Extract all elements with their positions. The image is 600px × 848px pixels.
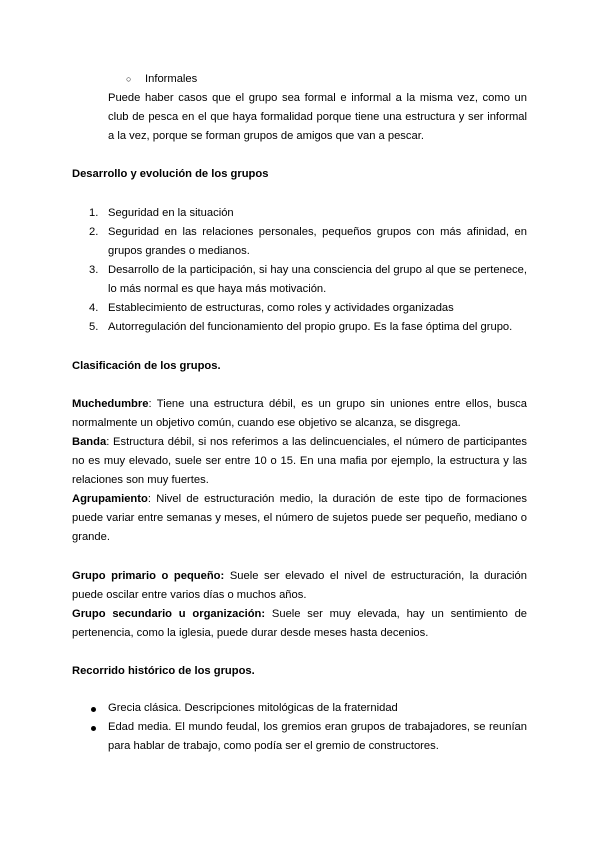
classification-entry-secundario (72, 605, 527, 643)
classification-entry-agrupamiento (72, 490, 527, 547)
list-item-text: Autorregulación del funcionamiento del propio grupo. Es la fase óptima del grupo. (108, 321, 513, 333)
history-list (72, 699, 527, 756)
list-item-text: Seguridad en la situación (108, 207, 234, 219)
list-item-text: Edad media. El mundo feudal, los gremios eran grupos de trabajadores, se reunían para hablar de trabajo, como podía ser el gremio de constructores. (108, 721, 527, 752)
list-item-text: Seguridad en las relaciones personales, pequeños grupos con más afinidad, en grupos grandes o medianos. (108, 226, 527, 257)
hollow-circle-bullet-icon: ○ (126, 74, 132, 84)
list-item (72, 204, 527, 223)
classification-heading: Clasificación de los grupos. (72, 360, 221, 372)
classification-entries (72, 395, 527, 547)
entry-term: Muchedumbre (72, 398, 149, 410)
history-heading: Recorrido histórico de los grupos. (72, 665, 255, 677)
entry-term: Grupo primario o pequeño: (72, 570, 225, 582)
classification-entries-2 (72, 567, 527, 643)
list-item-text: Establecimiento de estructuras, como roles y actividades organizadas (108, 302, 454, 314)
entry-term: Agrupamiento (72, 493, 148, 505)
list-number: 5. (89, 321, 99, 333)
entry-separator: : (106, 436, 110, 448)
entry-text: Tiene una estructura débil, es un grupo sin uniones entre ellos, busca normalmente un objetivo común, cuando ese objetivo se alcanza, se disgrega. (72, 398, 527, 429)
entry-separator: : (148, 398, 152, 410)
development-heading: Desarrollo y evolución de los grupos (72, 168, 269, 180)
entry-text: Estructura débil, si nos referimos a las delincuenciales, el número de participantes no es muy elevado, suele ser entre 10 o 15. En una mafia por ejemplo, la estructura y las relaciones son muy fuertes. (72, 436, 527, 486)
list-item (72, 261, 527, 299)
entry-text: Suele ser muy elevada, hay un sentimiento de pertenencia, como la iglesia, puede durar desde meses hasta decenios. (72, 608, 528, 639)
list-item (72, 223, 527, 261)
bullet-dot-icon (91, 707, 96, 712)
intro-paragraph: Puede haber casos que el grupo sea formal e informal a la misma vez, como un club de pesca en el que haya formalidad porque tiene una estructura y ser informal a la vez, porque se forman grupos de amigos que van a pescar. (108, 92, 527, 142)
list-item (72, 318, 527, 337)
entry-text: Nivel de estructuración medio, la duración de este tipo de formaciones puede variar entre semanas y meses, el número de sujetos puede ser pequeño, mediano o grande. (72, 493, 527, 543)
list-item (72, 718, 527, 756)
list-item (72, 299, 527, 318)
bullet-dot-icon (91, 726, 96, 731)
entry-term: Banda (72, 436, 107, 448)
classification-entry-primario (72, 567, 527, 605)
entry-text: Suele ser elevado el nivel de estructuración, la duración puede oscilar entre varios días o muchos años. (72, 570, 527, 601)
development-list (72, 204, 527, 337)
list-item-text: Desarrollo de la participación, si hay una consciencia del grupo al que se pertenece, lo más normal es que haya más motivación. (108, 264, 527, 295)
list-number: 1. (89, 207, 99, 219)
sub-bullet-text: Informales (145, 73, 198, 85)
entry-term: Grupo secundario u organización: (72, 608, 266, 620)
list-item (72, 699, 527, 718)
list-number: 2. (89, 226, 99, 238)
classification-entry-muchedumbre (72, 395, 527, 433)
list-number: 3. (89, 264, 99, 276)
list-item-text: Grecia clásica. Descripciones mitológicas de la fraternidad (108, 702, 398, 714)
list-number: 4. (89, 302, 99, 314)
entry-separator: : (147, 493, 151, 505)
classification-entry-banda (72, 433, 527, 490)
